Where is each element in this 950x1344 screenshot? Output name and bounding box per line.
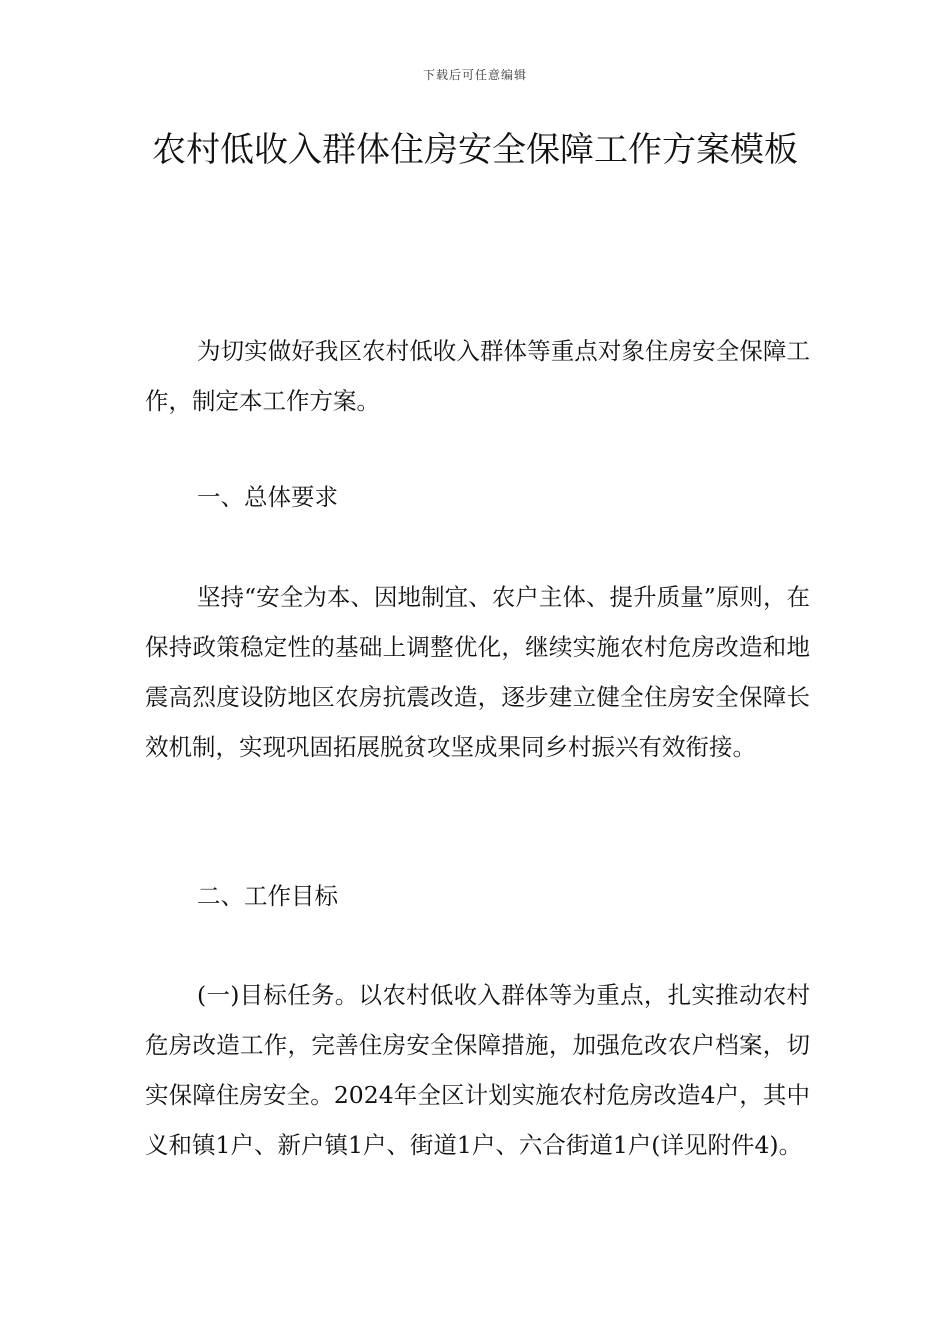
section-heading-general-requirements: 一、总体要求 — [197, 483, 338, 511]
section-heading-work-goals: 二、工作目标 — [197, 882, 338, 910]
header-note: 下载后可任意编辑 — [422, 68, 527, 82]
document-title: 农村低收入群体住房安全保障工作方案模板 — [152, 130, 798, 170]
intro-paragraph: 为切实做好我区农村低收入群体等重点对象住房安全保障工作，制定本工作方案。 — [145, 337, 810, 415]
work-goals-paragraph: (一)目标任务。以农村低收入群体等为重点，扎实推动农村危房改造工作，完善住房安全保障措施，加强危改农户档案，切实保障住房安全。2024年全区计划实施农村危房改造4户，其中义和镇1户、新户镇1户、街道1户、六合街道1户(详见附件4)。 — [145, 981, 810, 1159]
general-requirements-paragraph: 坚持“安全为本、因地制宜、农户主体、提升质量”原则，在保持政策稳定性的基础上调整优化，继续实施农村危房改造和地震高烈度设防地区农房抗震改造，逐步建立健全住房安全保障长效机制，实现巩固拓展脱贫攻坚成果同乡村振兴有效衔接。 — [145, 583, 810, 761]
